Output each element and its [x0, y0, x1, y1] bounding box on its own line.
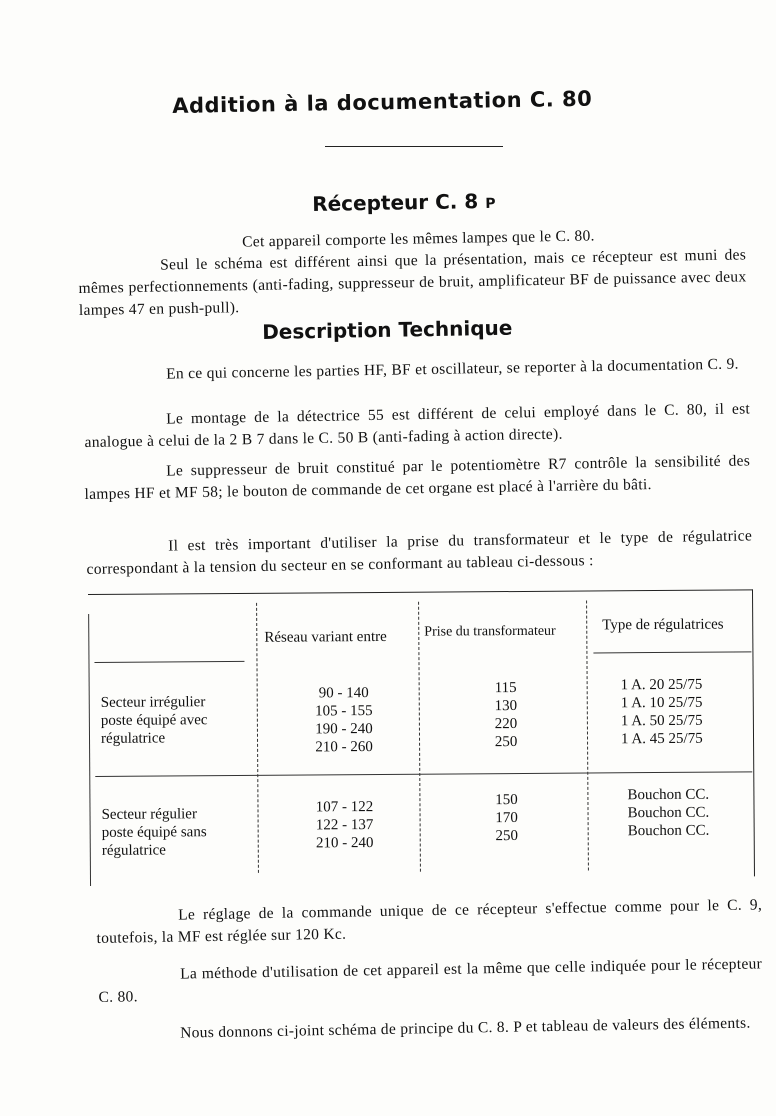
paragraph-2	[84, 398, 751, 454]
row-1-reseau-value: 210 - 260	[315, 739, 373, 756]
row-2-label-line: régulatrice	[101, 842, 166, 859]
intro-paragraph-text: Seul le schéma est différent ainsi que la présentation, mais ce récepteur est muni des mêmes perfectionnements (anti-fading, suppresseur de bruit, amplificateur BF de puissance avec deux lampes 47 en push-pull).	[78, 246, 747, 319]
subtitle-suffix: P	[485, 195, 496, 212]
row-2-prise-value: 170	[495, 810, 518, 827]
page-subtitle	[312, 189, 496, 216]
row-2-reseau	[289, 798, 399, 853]
row-2-type-value: Bouchon CC.	[627, 786, 710, 804]
paragraph-1	[84, 353, 750, 387]
row-1-label-line: poste équipé avec	[100, 712, 208, 729]
paragraph-7-text: Nous donnons ci-joint schéma de principe du C. 8. P et tableau de valeurs des éléments.	[180, 1014, 751, 1042]
paragraph-2-text: Le montage de la détectrice 55 est différent de celui employé dans le C. 80, il est analogue à celui de la 2 B 7 dans le C. 50 B (anti-fading à action directe).	[84, 400, 751, 451]
voltage-table	[88, 589, 756, 882]
row-2-type-value: Bouchon CC.	[627, 804, 710, 822]
row-1-prise-value: 250	[494, 734, 518, 751]
row-2-prise-value: 250	[495, 828, 519, 845]
row-2-type-value: Bouchon CC.	[627, 822, 710, 840]
row-2-reseau-value: 107 - 122	[315, 799, 374, 816]
row-2-reseau-value: 122 - 137	[315, 817, 374, 834]
subtitle-text: Récepteur C. 8	[312, 189, 479, 216]
row-2-type	[627, 786, 709, 841]
table-header-type: Type de régulatrices	[602, 616, 724, 634]
intro-line-1-text: Cet appareil comporte les mêmes lampes que le C. 80.	[242, 227, 595, 251]
row-2-prise-value: 150	[495, 792, 518, 809]
paragraph-5-text: Le réglage de la commande unique de ce récepteur s'effectue comme pour le C. 9, toutefois, la MF est réglée sur 120 Kc.	[96, 896, 763, 947]
section-heading: Description Technique	[262, 315, 513, 344]
row-2-label-line: Secteur régulier	[101, 806, 197, 823]
paragraph-3-text: Le suppresseur de bruit constitué par le potentiomètre R7 contrôle la sensibilité des lampes HF et MF 58; le bouton de commande de cet organe est placé à l'arrière du bâti.	[84, 452, 751, 503]
paragraph-3	[84, 450, 751, 506]
row-1-label-line: Secteur irrégulier	[100, 694, 206, 711]
paragraph-6-text: La méthode d'utilisation de cet appareil est la même que celle indiquée pour le récepteur C. 80.	[98, 955, 763, 1006]
paragraph-6	[98, 953, 763, 1009]
title-divider	[325, 146, 503, 147]
paragraph-5	[96, 894, 763, 950]
row-1-label	[101, 693, 208, 748]
row-1-reseau-value: 105 - 155	[315, 703, 373, 720]
row-1-type-value: 1 A. 20 25/75	[620, 676, 703, 694]
row-1-prise	[471, 679, 542, 751]
row-1-type-value: 1 A. 10 25/75	[620, 694, 703, 712]
paragraph-4	[86, 525, 753, 581]
table-header-reseau: Réseau variant entre	[264, 628, 387, 646]
paragraph-7	[98, 1012, 762, 1046]
row-1-reseau-value: 90 - 140	[318, 685, 369, 702]
row-1-type-value: 1 A. 45 25/75	[620, 730, 703, 748]
row-1-label-line: régulatrice	[100, 730, 166, 747]
row-1-reseau-value: 190 - 240	[315, 721, 373, 738]
row-2-prise	[471, 791, 541, 845]
row-1-prise-value: 115	[494, 680, 517, 697]
page-title: Addition à la documentation C. 80	[172, 86, 593, 118]
row-1-type	[621, 676, 703, 749]
row-1-type-value: 1 A. 50 25/75	[620, 712, 703, 730]
row-2-label-line: poste équipé sans	[101, 824, 207, 841]
row-1-prise-value: 220	[494, 716, 518, 733]
row-1-prise-value: 130	[494, 698, 518, 715]
row-2-reseau-value: 210 - 240	[315, 835, 374, 852]
row-1-reseau	[289, 684, 399, 757]
table-header-prise: Prise du transformateur	[424, 623, 556, 640]
row-2-label	[101, 805, 206, 860]
intro-paragraph	[78, 244, 747, 322]
paragraph-1-text: En ce qui concerne les parties HF, BF et oscillateur, se reporter à la documentation C. 9.	[166, 355, 739, 383]
paragraph-4-text: Il est très important d'utiliser la prise du transformateur et le type de régulatrice correspondant à la tension du secteur en se conformant au tableau ci-dessous :	[86, 527, 753, 578]
